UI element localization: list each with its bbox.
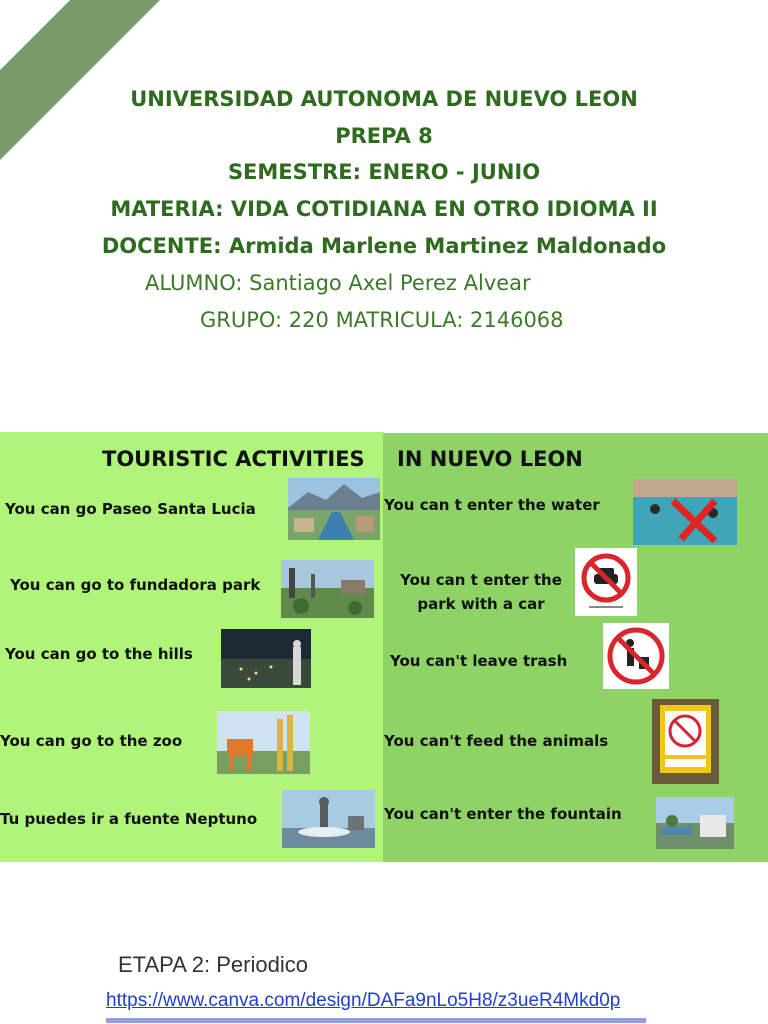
canva-link[interactable]: https://www.canva.com/design/DAFa9nLo5H8/z3ueR4Mkd0p — [106, 990, 621, 1011]
rule-item: You can t enter the water — [384, 496, 600, 514]
subject-line: MATERIA: VIDA COTIDIANA EN OTRO IDIOMA II — [110, 197, 658, 221]
rule-item: You can't leave trash — [390, 652, 568, 670]
student-line: ALUMNO: Santiago Axel Perez Alvear — [145, 271, 531, 295]
paseo-santa-lucia-photo — [288, 478, 380, 540]
fountain-photo — [656, 797, 734, 849]
semester-line: SEMESTRE: ENERO - JUNIO — [227, 160, 541, 184]
left-panel-title: TOURISTIC ACTIVITIES — [102, 447, 365, 471]
group-line: GRUPO: 220 MATRICULA: 2146068 — [200, 308, 564, 332]
etapa-heading: ETAPA 2: Periodico — [118, 952, 308, 977]
no-water-photo — [633, 479, 737, 545]
teacher-line: DOCENTE: Armida Marlene Martinez Maldonado — [101, 234, 667, 258]
activity-item: You can go to the hills — [5, 645, 193, 663]
activity-item: You can go to the zoo — [0, 732, 183, 750]
activity-item: You can go to fundadora park — [10, 576, 261, 594]
link-continuation-line — [106, 1016, 646, 1024]
rule-item: You can't feed the animals — [384, 732, 609, 750]
fuente-neptuno-photo — [282, 790, 375, 848]
rule-item: You can t enter the park with a car — [400, 571, 562, 613]
university-title: UNIVERSIDAD AUTONOMA DE NUEVO LEON — [130, 87, 638, 111]
zoo-photo — [217, 711, 310, 774]
school-name: PREPA 8 — [335, 124, 433, 148]
no-trash-sign-icon — [603, 623, 669, 689]
fundadora-park-photo — [281, 560, 374, 618]
no-car-sign-icon — [575, 548, 637, 616]
hills-night-photo — [221, 629, 311, 688]
activity-item: Tu puedes ir a fuente Neptuno — [0, 810, 258, 828]
rule-item: You can't enter the fountain — [384, 805, 622, 823]
right-panel-title: IN NUEVO LEON — [397, 447, 583, 471]
activity-item: You can go Paseo Santa Lucia — [5, 500, 256, 518]
no-feeding-sign-icon — [652, 699, 719, 784]
